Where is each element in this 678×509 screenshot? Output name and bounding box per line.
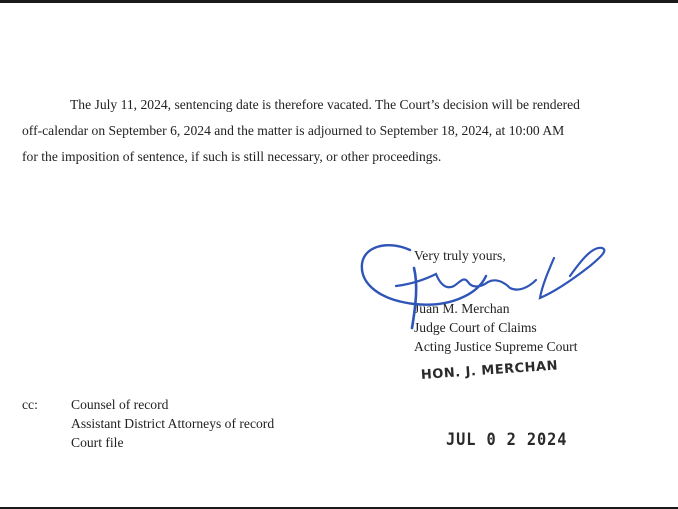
cc-recipient: Assistant District Attorneys of record [71, 416, 275, 431]
cc-recipient-list [71, 395, 371, 452]
date-stamp: JUL 0 2 2024 [446, 430, 568, 450]
cc-recipient: Court file [71, 435, 124, 450]
closing-salutation: Very truly yours, [414, 248, 506, 263]
top-border [0, 0, 678, 3]
judge-name-stamp: HON. J. MERCHAN [420, 358, 559, 383]
closing-block [414, 246, 577, 356]
paragraph-line: The July 11, 2024, sentencing date is therefore vacated. The Court’s decision will be rendered [70, 97, 580, 112]
cc-recipient: Counsel of record [71, 397, 169, 412]
signer-name: Juan M. Merchan [414, 301, 510, 316]
cc-label: cc: [22, 397, 38, 412]
paragraph-line: off-calendar on September 6, 2024 and the matter is adjourned to September 18, 2024, at 10:00 AM [22, 123, 565, 138]
body-paragraph [22, 92, 662, 170]
paragraph-line: for the imposition of sentence, if such is still necessary, or other proceedings. [22, 149, 442, 164]
signer-title-2: Acting Justice Supreme Court [414, 339, 578, 354]
signer-title-1: Judge Court of Claims [414, 320, 537, 335]
signature-space [414, 265, 577, 299]
